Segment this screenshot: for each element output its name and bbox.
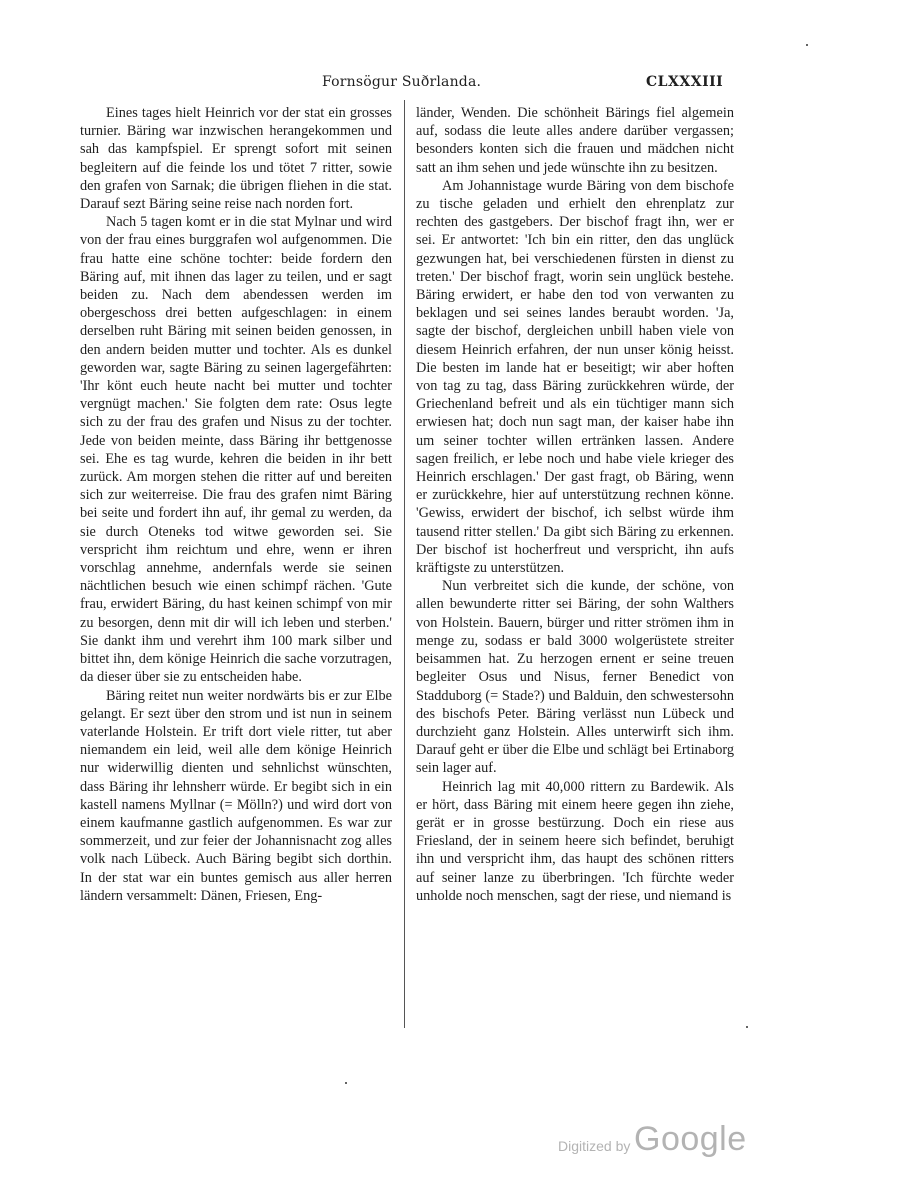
scan-speck bbox=[345, 1082, 347, 1084]
watermark-logo: Google bbox=[634, 1120, 747, 1158]
page-number: CLXXXIII bbox=[646, 74, 724, 90]
column-divider bbox=[404, 100, 405, 1028]
paragraph: Am Johannistage wurde Bäring von dem bischofe zu tische geladen und erhielt den ehrenplatz zur rechten des gastgebers. Der bischof fragt ihn, wer er sei. Er antwortet: 'Ich bin ein ritter, den das unglück gezwungen hat, bei verschiedenen fürsten in dienst zu treten.' Der bischof fragt, worin sein unglück bestehe. Bäring erwidert, er habe den tod von verwanten zu beklagen und sei seines landes beraubt worden. 'Ja, sagte der bischof, dergleichen unbill haben viele von diesem Heinrich erfahren, der nun unser könig heisst. Die besten im lande hat er beseitigt; wir aber hoften von tag zu tag, dass Bäring zurückkehren würde, der Griechenland befreit und als ein tüchtiger mann sich erwiesen hat; doch nun sagt man, der kaiser habe ihn um seiner tochter willen ertränken lassen. Andere sagen freilich, er lebe noch und habe viele krieger des Heinrich erschlagen.' Der gast fragt, ob Bäring, wenn er zurückkehre, hier auf unterstützung rechnen könne. 'Gewiss, erwidert der bischof, ich selbst würde ihm tausend ritter stellen.' Da gibt sich Bäring zu erkennen. Der bischof ist hocherfreut und verspricht, ihn aufs kräftigste zu unterstützen. bbox=[416, 177, 734, 577]
left-column bbox=[80, 104, 392, 905]
page-header bbox=[0, 74, 916, 98]
paragraph: Heinrich lag mit 40,000 rittern zu Bardewik. Als er hört, dass Bäring mit einem heere gegen ihn ziehe, gerät er in grosse bestürzung. Doch ein riese aus Friesland, der in seinem heere sich befindet, beruhigt ihn und verspricht ihm, das haupt des schönen ritters auf seiner lanze zu überbringen. 'Ich fürchte weder unholde noch menschen, sagt der riese, und niemand is bbox=[416, 778, 734, 904]
running-title: Fornsögur Suðrlanda. bbox=[322, 74, 482, 90]
scan-speck bbox=[746, 1026, 748, 1028]
scan-speck bbox=[806, 44, 808, 46]
paragraph: Bäring reitet nun weiter nordwärts bis er zur Elbe gelangt. Er sezt über den strom und ist nun in seinem vaterlande Holstein. Er trift dort viele ritter, tut aber niemandem ein leid, weil alle dem könige Heinrich nur widerwillig dienten und sehnlichst wünschten, dass Bäring ihr lehnsherr würde. Er begibt sich in ein kastell namens Myllnar (= Mölln?) und wird dort von einem kaufmanne gastlich aufgenommen. Es war zur sommerzeit, und zur feier der Johannisnacht zog alles volk nach Lübeck. Auch Bäring begibt sich dorthin. In der stat war ein buntes gemisch aus aller herren ländern versammelt: Dänen, Friesen, Eng- bbox=[80, 687, 392, 904]
watermark-label: Digitized by bbox=[558, 1138, 631, 1154]
paragraph: Nach 5 tagen komt er in die stat Mylnar und wird von der frau eines burggrafen wol aufgenommen. Die frau hatte eine schöne tochter: beide fordern den Bäring auf, mit ihnen das lager zu teilen, und er sagt beiden zu. Nach dem abendessen werden im obergeschoss drei betten aufgeschlagen: in einem derselben ruht Bäring mit seinen beiden genossen, in den andern beiden mutter und tochter. Als es dunkel geworden war, sagte Bäring zu seinen lagergefährten: 'Ihr könt euch heute nacht bei mutter und tochter vergnügt machen.' Sie folgten dem rate: Osus legte sich zu der frau des grafen und Nisus zu der tochter. Jede von beiden meinte, dass Bäring ihr bettgenosse sei. Ehe es tag wurde, kehren die beiden in ihr bett zurück. Am morgen stehen die ritter auf und bereiten sich zur weiterreise. Die frau des grafen nimt Bäring bei seite und fordert ihn auf, ihr gemal zu werden, da sie durch Oteneks tod witwe geworden sei. Sie verspricht ihm reichtum und ehre, wenn er ihren vorschlag annehme, andernfals werde sie seinen nächtlichen besuch wie einen schimpf rächen. 'Gute frau, erwidert Bäring, du hast keinen schimpf von mir zu besorgen, denn mit dir will ich leben und sterben.' Sie dankt ihm und verehrt ihm 100 mark silber und bittet ihn, dem könige Heinrich die sache vorzutragen, da dieser über sie zu entscheiden habe. bbox=[80, 214, 392, 686]
digitized-watermark bbox=[558, 1122, 758, 1162]
right-column bbox=[416, 104, 734, 905]
paragraph-continued: länder, Wenden. Die schönheit Bärings fiel algemein auf, sodass die leute alles andere darüber vergassen; besonders konten sich die frauen und mädchen nicht satt an ihm sehen und jede wünschte ihn zu besitzen. bbox=[416, 105, 734, 176]
paragraph: Eines tages hielt Heinrich vor der stat ein grosses turnier. Bäring war inzwischen herangekommen und sah das kampfspiel. Er sprengt sofort mit seinen begleitern auf die feinde los und tötet 7 ritter, sowie den grafen von Sarnak; die übrigen fliehen in die stat. Darauf sezt Bäring seine reise nach norden fort. bbox=[80, 105, 392, 213]
paragraph: Nun verbreitet sich die kunde, der schöne, von allen bewunderte ritter sei Bäring, der sohn Walthers von Holstein. Bauern, bürger und ritter strömen ihm in menge zu, sodass er bald 3000 wolgerüstete streiter beisammen hat. Zu herzogen ernent er seine treuen begleiter Osus und Nisus, ferner Benedict von Stadduborg (= Stade?) und Balduin, den schwestersohn des bischofs Peter. Bäring verlässt nun Lübeck und durchzieht ganz Holstein. Alles unterwirft sich ihm. Darauf geht er über die Elbe und schlägt bei Ertinaborg sein lager auf. bbox=[416, 578, 734, 777]
